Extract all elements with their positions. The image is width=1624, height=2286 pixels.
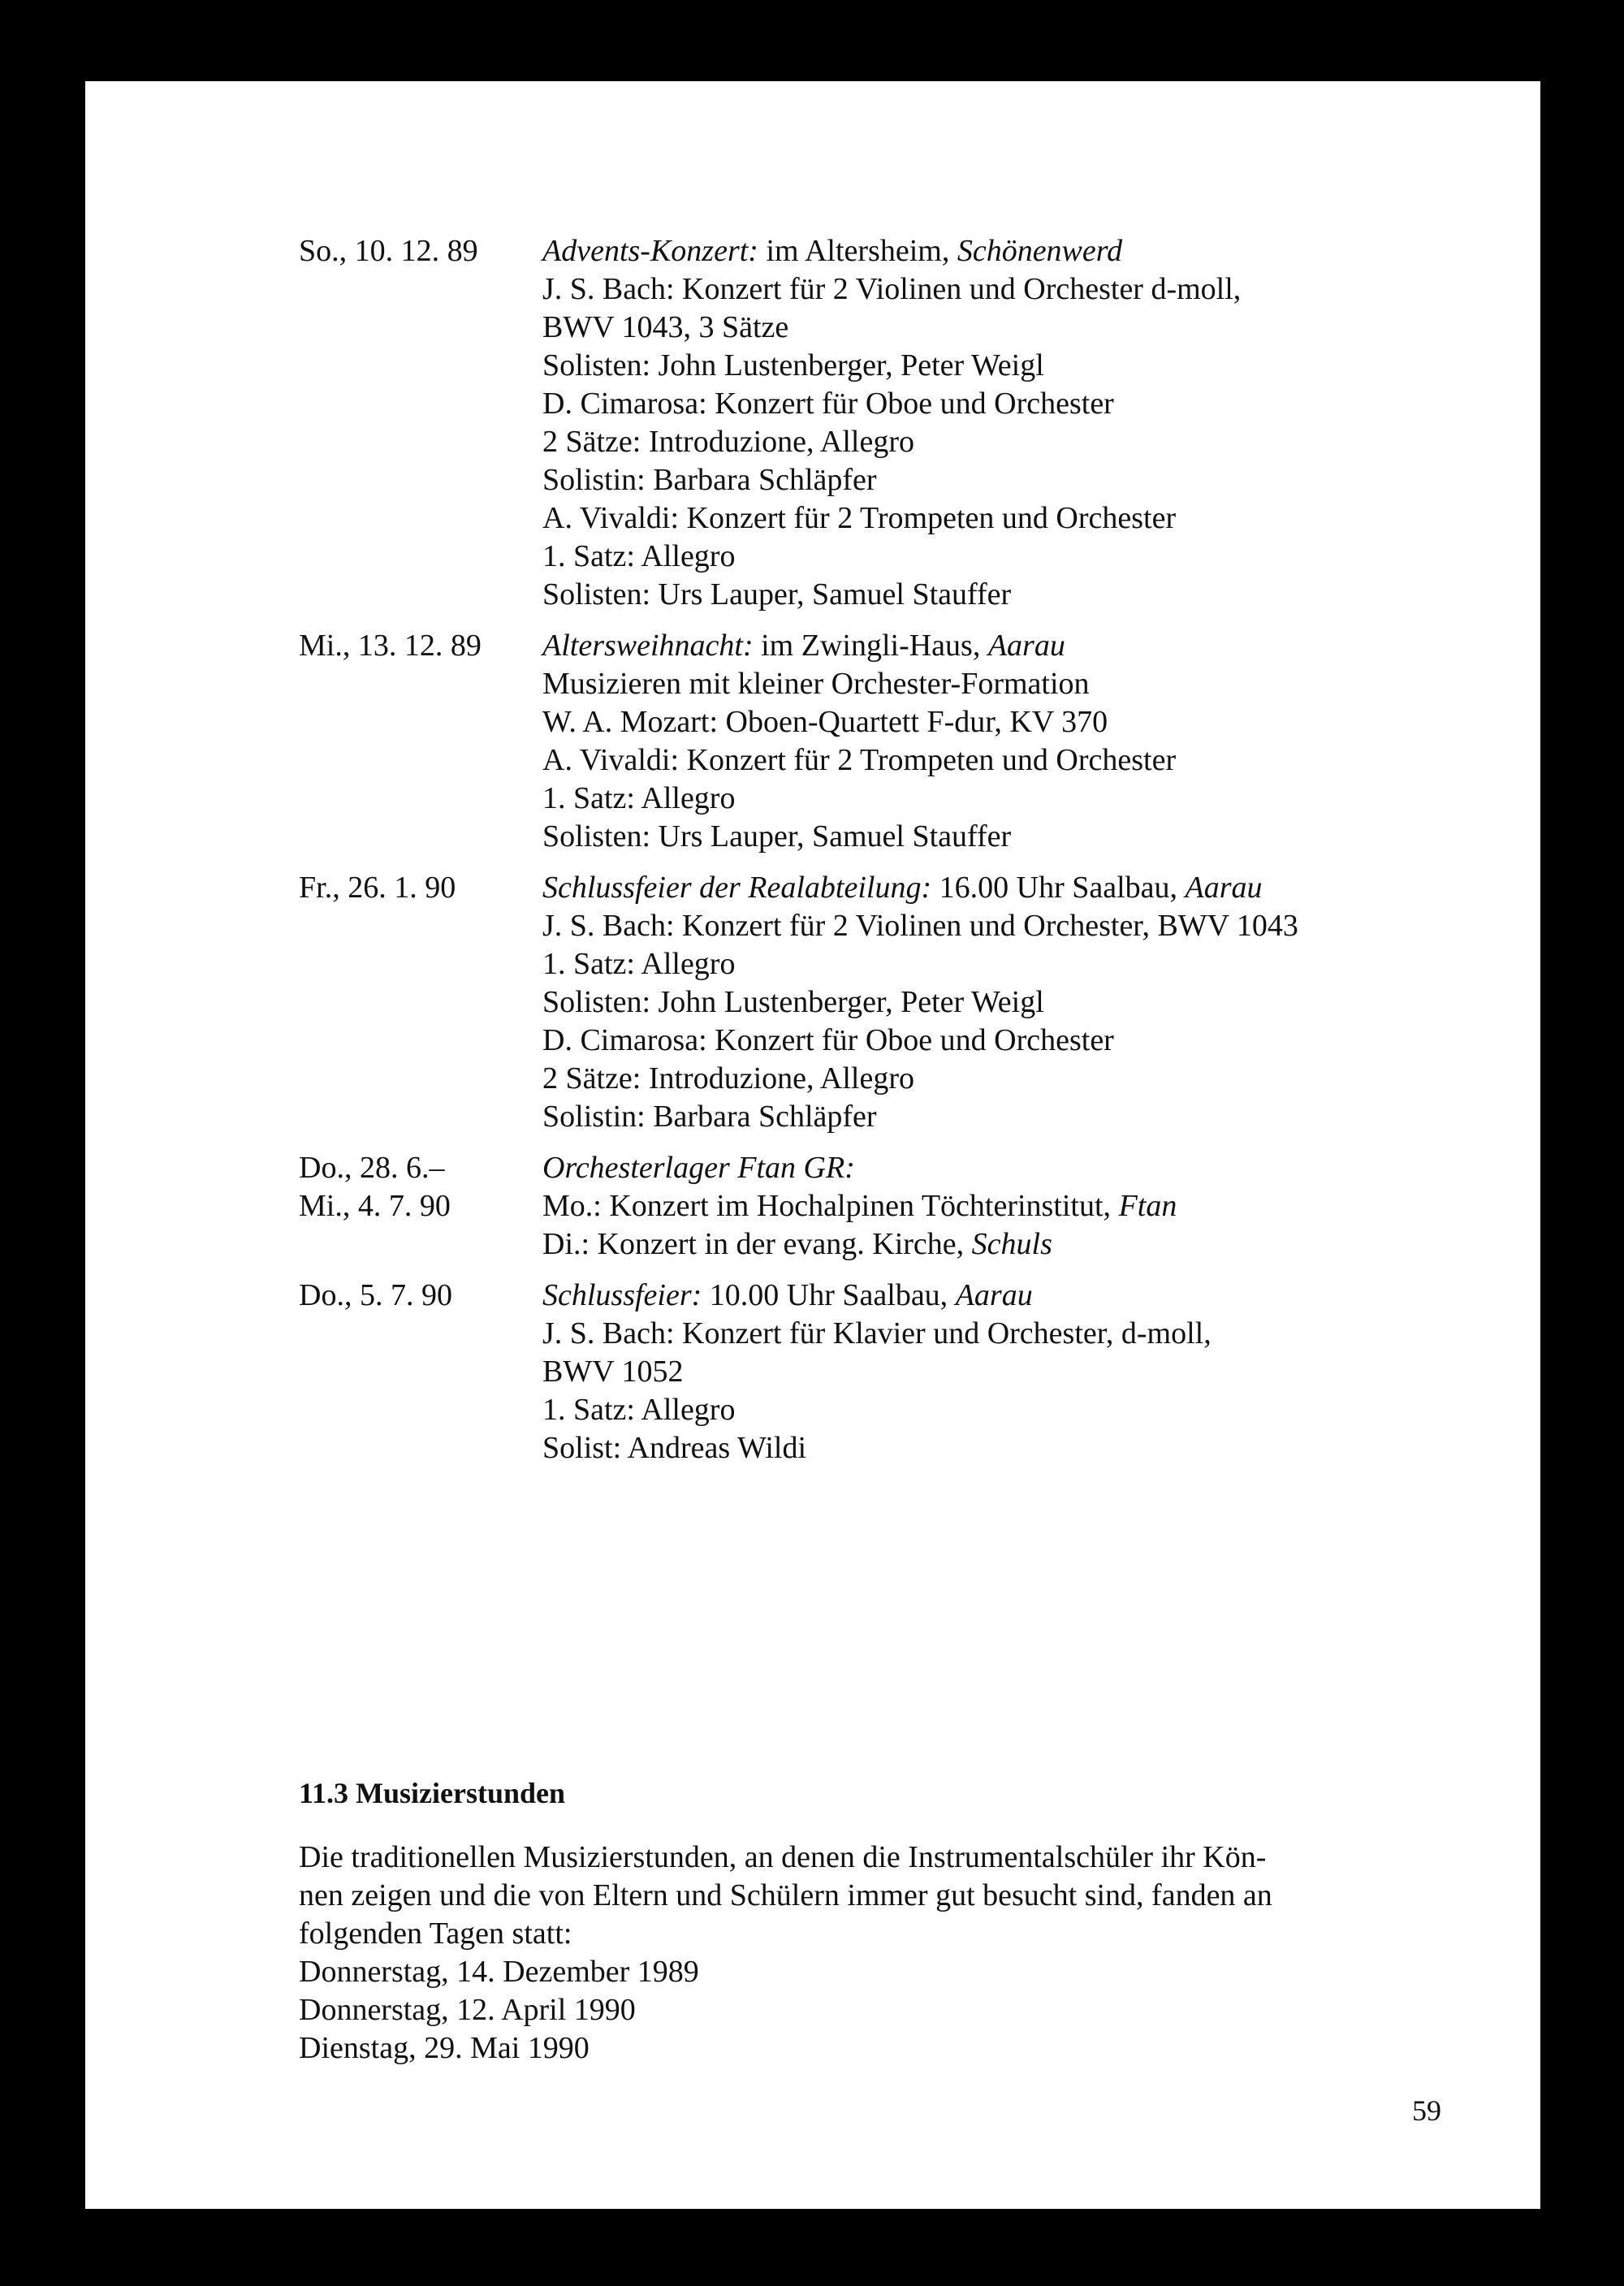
section-musizierstunden	[299, 1775, 1452, 2068]
event-details	[542, 1277, 1517, 1467]
event-date	[299, 232, 542, 614]
event-line: Solisten: John Lustenberger, Peter Weigl	[542, 985, 1044, 1019]
event-line: Solisten: John Lustenberger, Peter Weigl	[542, 348, 1044, 382]
event-line: Solist: Andreas Wildi	[542, 1431, 807, 1465]
event-line: D. Cimarosa: Konzert für Oboe und Orchester	[542, 387, 1114, 421]
event-venue: 10.00 Uhr Saalbau,	[702, 1278, 956, 1312]
event-line: A. Vivaldi: Konzert für 2 Trompeten und Orchester	[542, 743, 1177, 777]
section-paragraph	[299, 1839, 1452, 2068]
event-line: Musizieren mit kleiner Orchester-Formation	[542, 667, 1090, 701]
event-place: Schuls	[971, 1227, 1052, 1261]
event-entry	[299, 1149, 1517, 1264]
page-number: 59	[1412, 2094, 1441, 2127]
event-line: 2 Sätze: Introduzione, Allegro	[542, 425, 914, 459]
event-date	[299, 869, 542, 1136]
event-details	[542, 869, 1517, 1136]
event-place: Aarau	[987, 629, 1065, 663]
event-title: Schlussfeier der Realabteilung:	[542, 871, 932, 905]
event-details	[542, 232, 1517, 614]
event-place: Schönenwerd	[957, 234, 1123, 268]
event-line: D. Cimarosa: Konzert für Oboe und Orchester	[542, 1023, 1114, 1057]
event-line: A. Vivaldi: Konzert für 2 Trompeten und Orchester	[542, 501, 1177, 535]
event-line: Solisten: Urs Lauper, Samuel Stauffer	[542, 819, 1012, 853]
event-line	[542, 1187, 1517, 1225]
event-venue: im Zwingli-Haus,	[753, 629, 988, 663]
event-line: 1. Satz: Allegro	[542, 1393, 736, 1427]
event-line: J. S. Bach: Konzert für 2 Violinen und Orchester d-moll,	[542, 272, 1242, 306]
date-line: Dienstag, 29. Mai 1990	[299, 2031, 590, 2065]
event-place: Aarau	[1185, 871, 1263, 905]
event-place: Aarau	[955, 1278, 1033, 1312]
event-line	[542, 1225, 1517, 1264]
paragraph-line: nen zeigen und die von Eltern und Schülern immer gut besucht sind, fanden an	[299, 1878, 1272, 1912]
document-page	[85, 81, 1540, 2209]
event-line: BWV 1052	[542, 1355, 684, 1389]
event-entry	[299, 869, 1517, 1136]
event-line: Solistin: Barbara Schläpfer	[542, 463, 877, 497]
event-title-line	[542, 232, 1517, 270]
event-date-line: Mi., 13. 12. 89	[299, 629, 482, 663]
paragraph-line: folgenden Tagen statt:	[299, 1917, 572, 1951]
event-date-line: Do., 5. 7. 90	[299, 1278, 452, 1312]
event-venue: im Altersheim,	[758, 234, 957, 268]
event-line: W. A. Mozart: Oboen-Quartett F-dur, KV 370	[542, 705, 1108, 739]
event-entry	[299, 1277, 1517, 1467]
event-line-text: Mo.: Konzert im Hochalpinen Töchterinstitut,	[542, 1189, 1119, 1223]
event-line: 2 Sätze: Introduzione, Allegro	[542, 1061, 914, 1095]
event-title: Schlussfeier:	[542, 1278, 702, 1312]
event-line: 1. Satz: Allegro	[542, 781, 736, 815]
event-title-line	[542, 1277, 1517, 1315]
event-venue: 16.00 Uhr Saalbau,	[931, 871, 1186, 905]
event-details	[542, 627, 1517, 856]
event-title-line	[542, 869, 1517, 907]
event-title-line	[542, 1149, 1517, 1187]
event-date-line: Do., 28. 6.–	[299, 1151, 445, 1185]
event-date-line: Mi., 4. 7. 90	[299, 1189, 451, 1223]
event-entry	[299, 232, 1517, 614]
event-line: 1. Satz: Allegro	[542, 539, 736, 573]
event-entry	[299, 627, 1517, 856]
event-date-line: Fr., 26. 1. 90	[299, 871, 456, 905]
date-line: Donnerstag, 12. April 1990	[299, 1993, 636, 2027]
date-line: Donnerstag, 14. Dezember 1989	[299, 1955, 699, 1989]
event-line: J. S. Bach: Konzert für Klavier und Orchester, d-moll,	[542, 1316, 1212, 1350]
event-line: BWV 1043, 3 Sätze	[542, 310, 789, 344]
event-line: Solistin: Barbara Schläpfer	[542, 1100, 877, 1134]
event-date	[299, 1149, 542, 1264]
event-title: Orchesterlager Ftan GR:	[542, 1151, 855, 1185]
event-line-text: Di.: Konzert in der evang. Kirche,	[542, 1227, 972, 1261]
paragraph-line: Die traditionellen Musizierstunden, an denen die Instrumentalschüler ihr Kön-	[299, 1840, 1267, 1874]
event-place: Ftan	[1118, 1189, 1177, 1223]
event-details	[542, 1149, 1517, 1264]
event-title: Advents-Konzert:	[542, 234, 758, 268]
event-title-line	[542, 627, 1517, 665]
event-line: J. S. Bach: Konzert für 2 Violinen und Orchester, BWV 1043	[542, 909, 1298, 943]
event-date	[299, 627, 542, 856]
event-title: Altersweihnacht:	[542, 629, 754, 663]
event-line: 1. Satz: Allegro	[542, 947, 736, 981]
event-line: Solisten: Urs Lauper, Samuel Stauffer	[542, 577, 1012, 611]
event-date-line: So., 10. 12. 89	[299, 234, 478, 268]
event-date	[299, 1277, 542, 1467]
concert-list	[299, 232, 1517, 1480]
section-heading: 11.3 Musizierstunden	[299, 1777, 566, 1809]
